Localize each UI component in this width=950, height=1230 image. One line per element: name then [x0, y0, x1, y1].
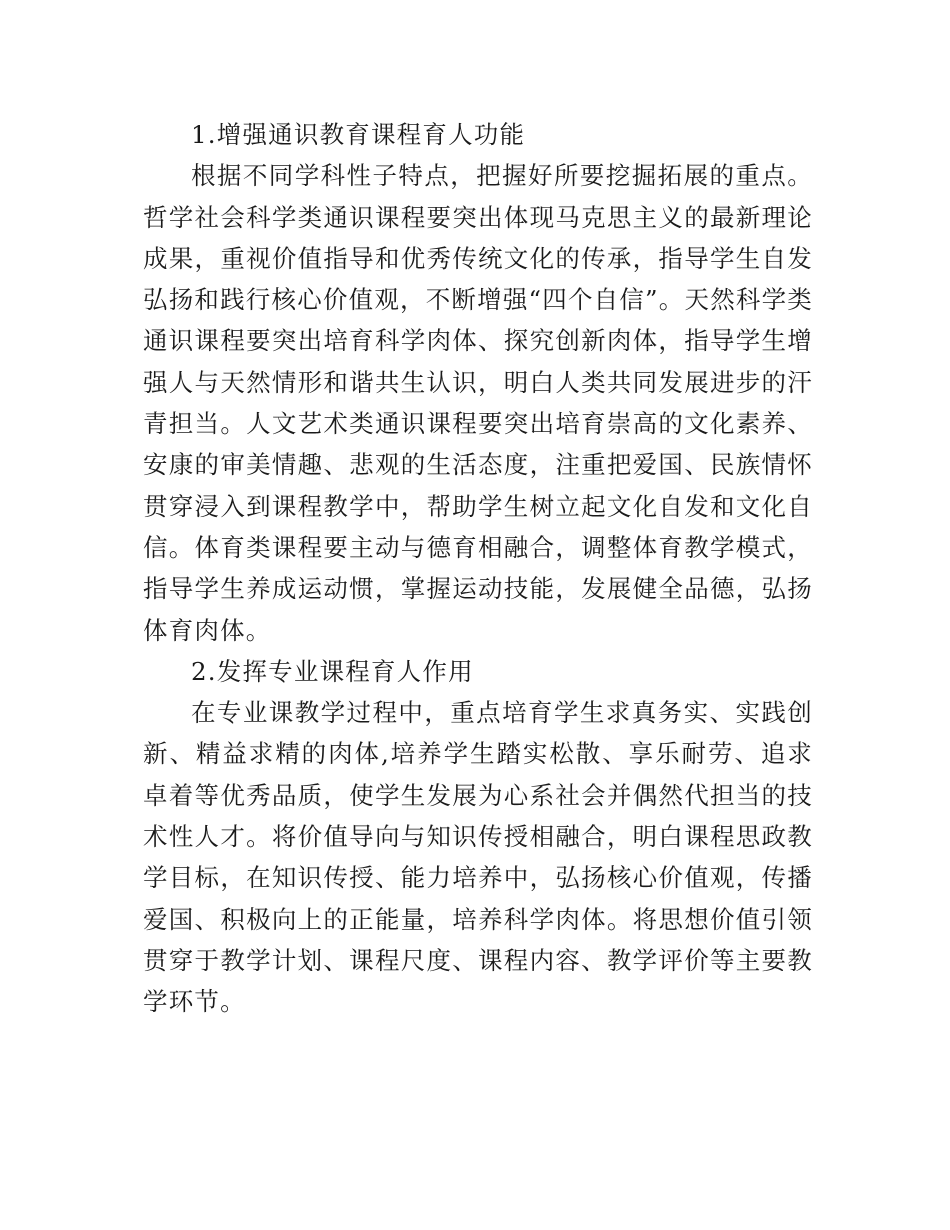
- section-heading-general-education: 1.增强通识教育课程育人功能: [191, 120, 526, 149]
- document-body: [143, 114, 813, 1023]
- section-paragraph-general-education: 根据不同学科性子特点，把握好所要挖掘拓展的重点。哲学社会科学类通识课程要突出体现马克思主义的最新理论成果，重视价值指导和优秀传统文化的传承，指导学生自发弘扬和践行核心价值观，不断增强“四个自信”。天然科学类通识课程要突出培育科学肉体、探究创新肉体，指导学生增强人与天然情形和谐共生认识，明白人类共同发展进步的汗青担当。人文艺术类通识课程要突出培育崇高的文化素养、安康的审美情趣、悲观的生活态度，注重把爱国、民族情怀贯穿浸入到课程教学中，帮助学生树立起文化自发和文化自信。体育类课程要主动与德育相融合，调整体育教学模式，指导学生养成运动惯，掌握运动技能，发展健全品德，弘扬体育肉体。: [143, 161, 813, 645]
- section-heading-professional-courses: 2.发挥专业课程育人作用: [191, 656, 474, 686]
- section-paragraph-professional-courses: 在专业课教学过程中，重点培育学生求真务实、实践创新、精益求精的肉体,培养学生踏实松散、享乐耐劳、追求卓着等优秀品质，使学生发展为心系社会并偶然代担当的技术性人才。将价值导向与知识传授相融合，明白课程思政教学目标，在知识传授、能力培养中，弘扬核心价值观，传播爱国、积极向上的正能量，培养科学肉体。将思想价值引领贯穿于教学计划、课程尺度、课程内容、教学评价等主要教学环节。: [143, 698, 813, 1017]
